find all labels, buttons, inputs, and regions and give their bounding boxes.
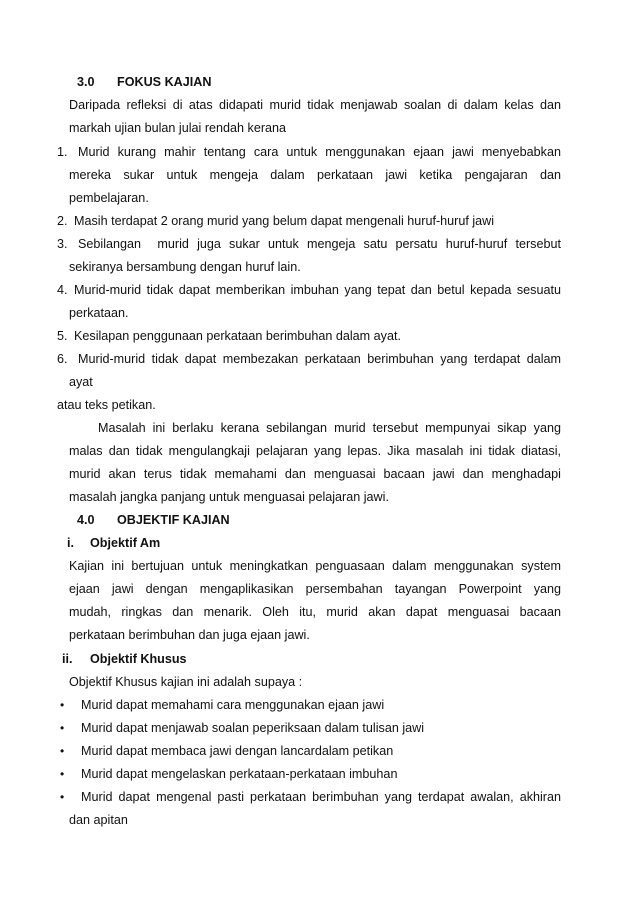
bullet-dot: • (60, 790, 65, 804)
item-4-line-2: perkataan. (69, 306, 129, 320)
bullet-item-4: Murid dapat mengelaskan perkataan-perkataan imbuhan (81, 767, 398, 781)
objektif-am-line-3: mudah, ringkas dan menarik. Oleh itu, murid akan dapat menguasai bacaan (69, 605, 561, 619)
item-2-number: 2. (57, 214, 68, 228)
item-5-line-1: Kesilapan penggunaan perkataan berimbuhan dalam ayat. (74, 329, 401, 343)
objektif-am-number: i. (67, 536, 74, 550)
bullet-item-5-line-2: dan apitan (69, 813, 128, 827)
item-2-line-1: Masih terdapat 2 orang murid yang belum dapat mengenali huruf-huruf jawi (74, 214, 495, 228)
objektif-khusus-title: Objektif Khusus (90, 652, 187, 666)
section-3-title: FOKUS KAJIAN (117, 75, 212, 89)
paragraph-line-1: Masalah ini berlaku kerana sebilangan murid tersebut mempunyai sikap yang (98, 421, 561, 435)
objektif-khusus-number: ii. (62, 652, 73, 666)
item-4-line-1: Murid-murid tidak dapat memberikan imbuhan yang tepat dan betul kepada sesuatu (74, 283, 561, 297)
item-1-number: 1. (57, 145, 68, 159)
objektif-khusus-intro: Objektif Khusus kajian ini adalah supaya : (69, 675, 303, 689)
item-4-number: 4. (57, 283, 68, 297)
bullet-item-5-line-1: Murid dapat mengenal pasti perkataan berimbuhan yang terdapat awalan, akhiran (81, 790, 561, 804)
section-4-number: 4.0 (77, 513, 95, 527)
item-6-line-1: Murid-murid tidak dapat membezakan perkataan berimbuhan yang terdapat dalam (78, 352, 561, 366)
bullet-item-2: Murid dapat menjawab soalan peperiksaan dalam tulisan jawi (81, 721, 425, 735)
item-6-line-2: ayat (69, 375, 93, 389)
section-3-number: 3.0 (77, 75, 95, 89)
paragraph-line-4: masalah jangka panjang untuk menguasai pelajaran jawi. (69, 490, 389, 504)
objektif-am-line-4: perkataan berimbuhan dan juga ejaan jawi. (69, 628, 310, 642)
bullet-dot: • (60, 698, 65, 712)
item-1-line-3: pembelajaran. (69, 191, 149, 205)
bullet-item-3: Murid dapat membaca jawi dengan lancardalam petikan (81, 744, 394, 758)
bullet-dot: • (60, 744, 65, 758)
paragraph-line-3: murid akan terus tidak memahami dan menguasai bacaan jawi dan menghadapi (69, 467, 561, 481)
item-3-number: 3. (57, 237, 68, 251)
continuation-line: atau teks petikan. (57, 398, 156, 412)
objektif-am-line-1: Kajian ini bertujuan untuk meningkatkan penguasaan dalam menggunakan system (69, 559, 561, 573)
item-5-number: 5. (57, 329, 68, 343)
section-4-title: OBJEKTIF KAJIAN (117, 513, 230, 527)
objektif-am-line-2: ejaan jawi dengan mengaplikasikan persembahan tayangan Powerpoint yang (69, 582, 561, 596)
item-3-line-1: Sebilangan murid juga sukar untuk mengeja satu persatu huruf-huruf tersebut (78, 237, 561, 251)
bullet-dot: • (60, 767, 65, 781)
objektif-am-title: Objektif Am (90, 536, 161, 550)
item-1-line-2: mereka sukar untuk mengeja dalam perkataan jawi ketika pengajaran dan (69, 168, 561, 182)
item-1-line-1: Murid kurang mahir tentang cara untuk menggunakan ejaan jawi menyebabkan (78, 145, 561, 159)
item-3-line-2: sekiranya bersambung dengan huruf lain. (69, 260, 301, 274)
item-6-number: 6. (57, 352, 68, 366)
intro-line-1: Daripada refleksi di atas didapati murid tidak menjawab soalan di dalam kelas dan (69, 98, 561, 112)
intro-line-2: markah ujian bulan julai rendah kerana (69, 121, 287, 135)
bullet-item-1: Murid dapat memahami cara menggunakan ejaan jawi (81, 698, 385, 712)
bullet-dot: • (60, 721, 65, 735)
paragraph-line-2: malas dan tidak mengulangkaji pelajaran yang lepas. Jika masalah ini tidak diatasi, (69, 444, 561, 458)
